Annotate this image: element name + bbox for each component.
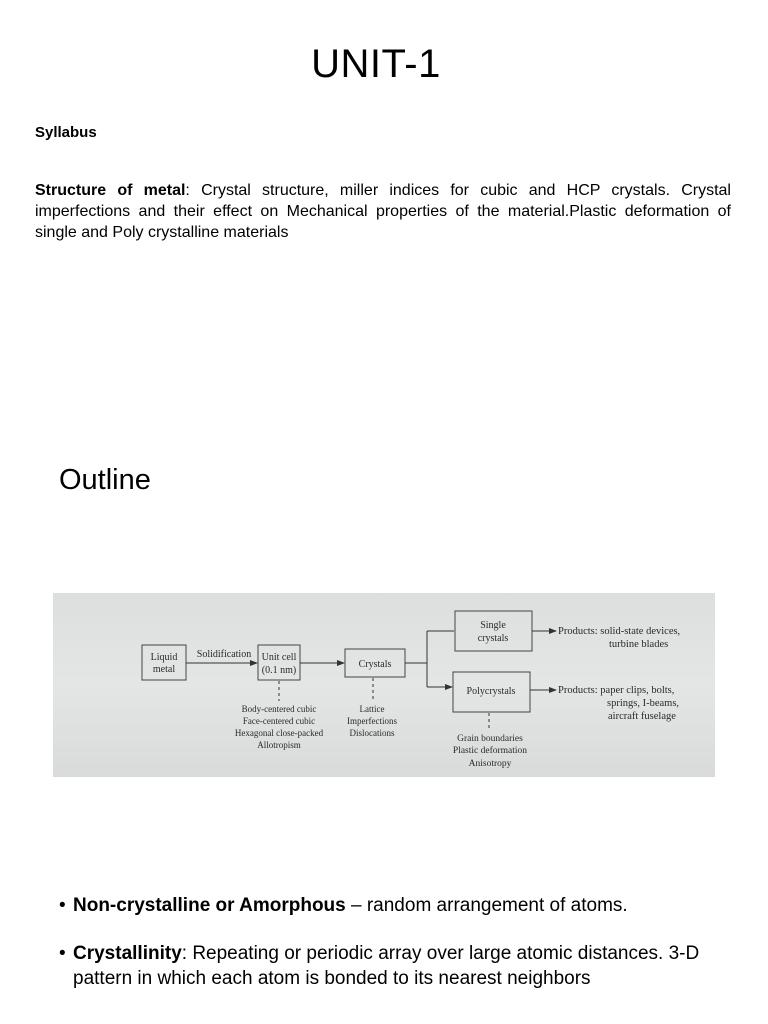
bullet-definition: : Repeating or periodic array over large atomic distances. 3-D pattern in which each atom is bonded to its nearest neighbors <box>73 943 700 989</box>
solidification-label: Solidification <box>196 649 252 660</box>
crystals-label: Crystals <box>358 659 392 670</box>
products-poly-2: springs, I-beams, <box>607 698 680 709</box>
bullet-dot: • <box>59 943 66 964</box>
single-crystals-label-2: crystals <box>477 633 509 644</box>
products-single-1: Products: solid-state devices, <box>558 626 681 637</box>
liquid-metal-label-2: metal <box>152 664 176 675</box>
bullet-item-crystallinity <box>59 941 749 991</box>
single-crystals-label-1: Single <box>480 620 506 631</box>
crystal-note-2: Imperfections <box>347 716 397 726</box>
syllabus-heading: Syllabus <box>35 124 97 141</box>
unit-cell-note-3: Hexagonal close-packed <box>234 728 324 738</box>
page-title: UNIT-1 <box>311 42 441 86</box>
bullet-body <box>73 893 749 918</box>
polycrystals-label: Polycrystals <box>466 686 516 697</box>
bullet-item-amorphous <box>59 893 749 918</box>
unit-cell-note-2: Face-centered cubic <box>242 716 316 726</box>
poly-note-3: Anisotropy <box>468 759 512 769</box>
definition-list <box>59 893 749 1014</box>
bullet-term: Crystallinity <box>73 943 182 964</box>
products-single-2: turbine blades <box>609 639 669 650</box>
syllabus-paragraph <box>35 180 731 243</box>
bullet-term: Non-crystalline or Amorphous <box>73 895 346 916</box>
unit-cell-label-2: (0.1 nm) <box>261 665 297 676</box>
crystal-note-1: Lattice <box>359 704 385 714</box>
crystal-note-3: Dislocations <box>349 728 395 738</box>
bullet-definition: – random arrangement of atoms. <box>345 895 628 916</box>
flow-diagram-svg <box>53 593 715 777</box>
unit-cell-note-4: Allotropism <box>257 740 301 750</box>
poly-note-2: Plastic deformation <box>452 746 528 756</box>
bullet-body <box>73 941 749 991</box>
unit-cell-note-1: Body-centered cubic <box>241 704 317 714</box>
outline-flow-diagram <box>53 593 715 777</box>
single-crystals-box <box>455 611 532 651</box>
syllabus-topic-label: Structure of metal <box>35 182 186 199</box>
liquid-metal-label-1: Liquid <box>150 652 178 663</box>
outline-heading: Outline <box>59 464 151 496</box>
syllabus-topic-text: : Crystal structure, miller indices for cubic and HCP crystals. Crystal imperfections and their effect on Mechanical properties of the material.Plastic deformation of single and Poly crystalline materials <box>35 182 731 241</box>
products-poly-1: Products: paper clips, bolts, <box>558 685 675 696</box>
poly-note-1: Grain boundaries <box>457 734 523 744</box>
products-poly-3: aircraft fuselage <box>608 711 676 722</box>
bullet-dot: • <box>59 895 66 916</box>
unit-cell-label-1: Unit cell <box>261 652 297 663</box>
